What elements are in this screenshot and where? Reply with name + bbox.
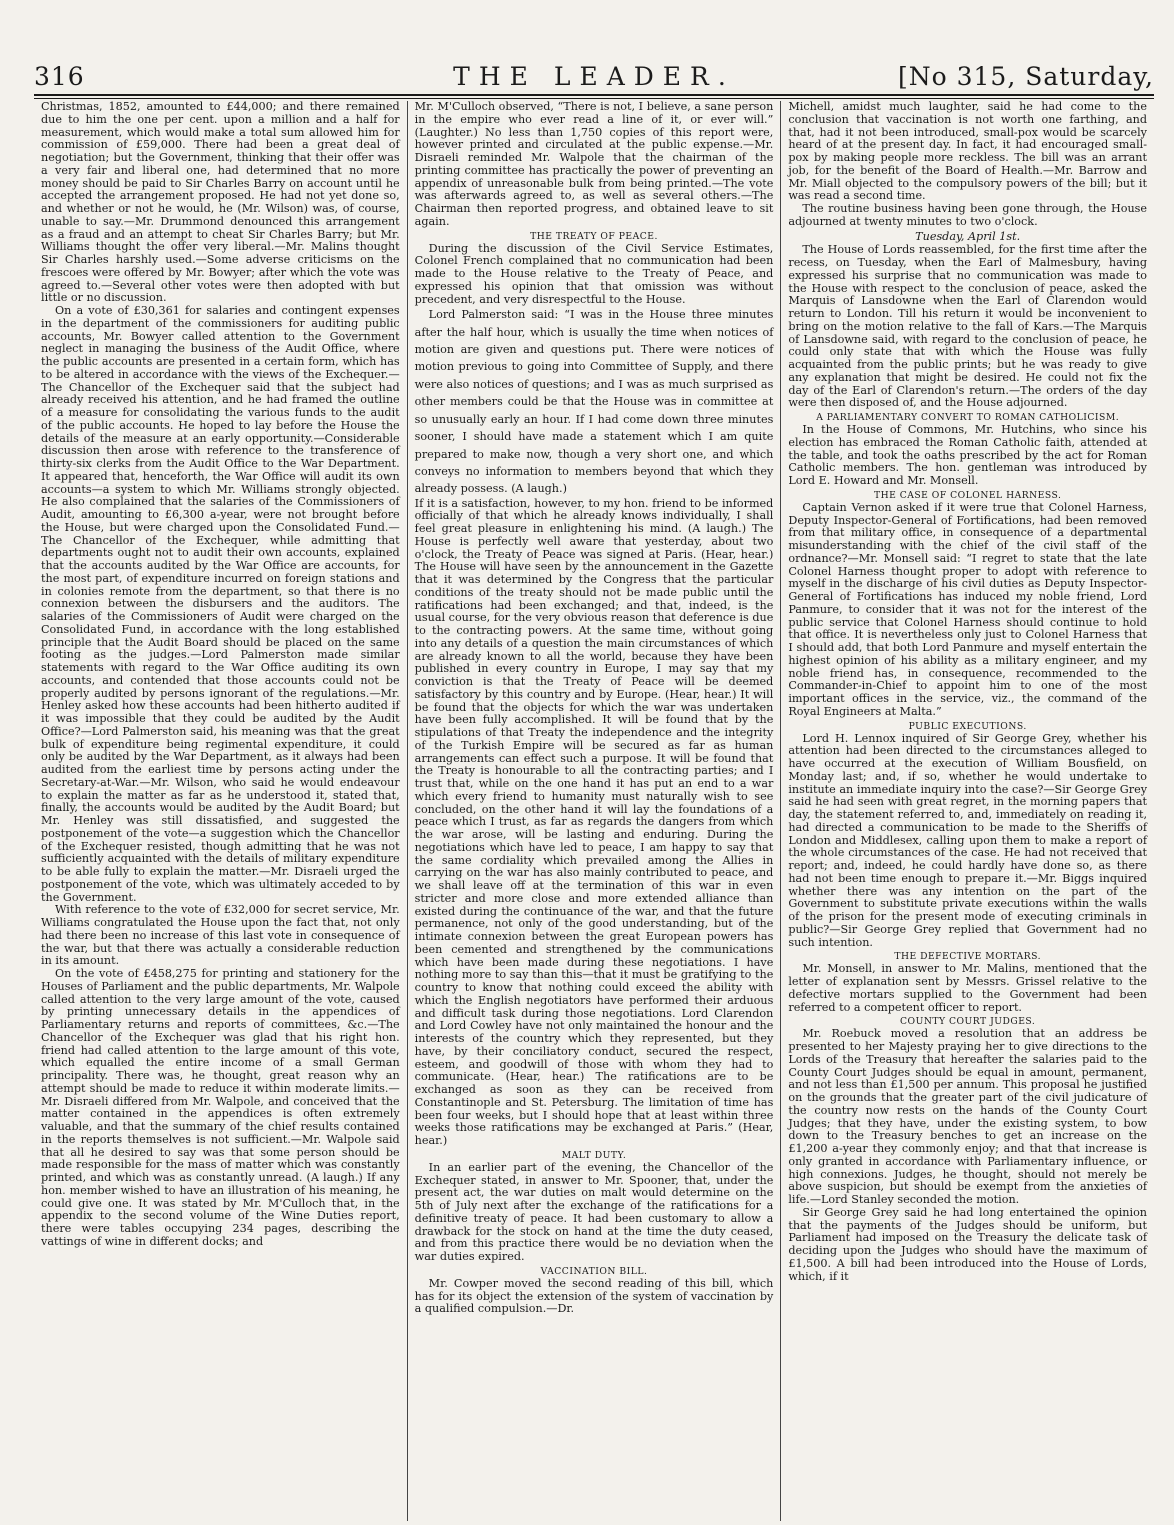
- header-rule-thin: [34, 98, 1154, 99]
- paragraph: The routine business having been gone through, the House adjourned at twenty minutes to two o'clock.: [788, 202, 1148, 228]
- article-columns: [34, 101, 1154, 1521]
- section-heading: THE DEFECTIVE MORTARS.: [894, 951, 1042, 963]
- newspaper-title: THE LEADER.: [453, 62, 735, 91]
- continued-paragraph: Michell, amidst much laughter, said he had come to the conclusion that vaccination is not worth one farthing, and that, had it not been introduced, small-pox would be scarcely heard of at the present day. In fact, it had encouraged small-pox by making people more reckless. The bill was an arrant job, for the benefit of the Board of Health.—Mr. Barrow and Mr. Miall objected to the compulsory powers of the bill; but it was read a second time.: [788, 101, 1148, 203]
- column-3: [780, 101, 1154, 1521]
- paragraph: Lord Palmerston said: “I was in the House three minutes after the half hour, which is usually the time when notices of motion are given and questions put. There were notices of motion previous to going into Committee of Supply, and there were also notices of questions; and I was as much surprised as other members could be that the House was in committee at so unusually early an hour. If I had come down three minutes sooner, I should have made a statement which I am quite prepared to make now, though a very short one, and which conveys no information to members beyond that which they already possess. (A laugh.): [414, 308, 774, 496]
- section-heading: COUNTY COURT JUDGES.: [900, 1016, 1036, 1028]
- section-heading: A PARLIAMENTARY CONVERT TO ROMAN CATHOLICISM.: [816, 412, 1120, 423]
- section-heading: THE TREATY OF PEACE.: [530, 230, 658, 242]
- continued-paragraph: If it is a satisfaction, however, to my hon. friend to be informed officially of that which he already knows individually, I shall feel great pleasure in enlightening his mind. (A laugh.) The House is perfectly well aware that yesterday, about two o'clock, the Treaty of Peace was signed at Paris. (Hear, hear.) The House will have seen by the announcement in the Gazette that it was determined by the Congress that the particular conditions of the treaty should not be made public until the ratifications had been exchanged; and that, indeed, is the usual course, for the very obvious reason that deference is due to the contracting powers. At the same time, without going into any details of a question the main circumstances of which are already known to all the world, because they have been published in every country in Europe, I may say that my conviction is that the Treaty of Peace will be deemed satisfactory by this country and by Europe. (Hear, hear.) It will be found that the objects for which the war was undertaken have been fully accomplished. It will be found that by the stipulations of that Treaty the independence and the integrity of the Turkish Empire will be secured as far as human arrangements can effect such a purpose. It will be found that the Treaty is honourable to all the contracting parties; and I trust that, while on the one hand it has put an end to a war which every friend to humanity must naturally wish to see concluded, on the other hand it will lay the foundations of a peace which I trust, as far as regards the dangers from which the war arose, will be lasting and enduring. During the negotiations which have led to peace, I am happy to say that the same cordiality which prevailed among the Allies in carrying on the war has also mainly contributed to peace, and we shall leave off at the termination of this war in even stricter and more close and more extended alliance than existed during the continuance of the war, and that the future permanence, not only of the good understanding, but of the intimate connexion between the great European powers has been cemented and strengthened by the communications which have been made during these negotiations. I have nothing more to say than this—that it must be gratifying to the country to know that nothing could exceed the ability with which the English negotiators have performed their arduous and difficult task during those negotiations. Lord Clarendon and Lord Cowley have not only maintained the honour and the interests of the country which they represented, but they have, by their conciliatory conduct, secured the respect, esteem, and goodwill of those with whom they had to communicate. (Hear, hear.) The ratifications are to be exchanged as soon as they can be received from Constantinople and St. Petersburg. The limitation of time has been four weeks, but I should hope that at least within three weeks those ratifications may be exchanged at Paris.” (Hear, hear.): [414, 496, 774, 1148]
- paragraph: Mr. Cowper moved the second reading of this bill, which has for its object the extension of the system of vaccination by a qualified compulsion.—Dr.: [414, 1276, 774, 1316]
- session-date: Tuesday, April 1st.: [915, 229, 1021, 243]
- page-number: 316: [34, 62, 85, 91]
- masthead: [34, 62, 1154, 92]
- column-2: [407, 101, 781, 1521]
- paragraph: Mr. Roebuck moved a resolution that an address be presented to her Majesty praying her to give directions to the Lords of the Treasury that hereafter the salaries paid to the County Court Judges should be equal in amount, permanent, and not less than £1,500 per annum. This proposal he justified on the grounds that the greater part of the civil judicature of the country now rests on the hands of the County Court Judges; that they have, under the existing system, to bow down to the Treasury benches to get an increase on the £1,200 a-year they commonly enjoy; and that that increase is only granted in accordance with Parliamentary influence, or high connexions. Judges, he thought, should not merely be above suspicion, but should be exempt from the anxieties of life.—Lord Stanley seconded the motion.: [788, 1027, 1148, 1206]
- column-1: [34, 101, 407, 1521]
- paragraph: Lord H. Lennox inquired of Sir George Grey, whether his attention had been directed to the circumstances alleged to have occurred at the execution of William Bousfield, on Monday last; and, if so, whether he would undertake to institute an immediate inquiry into the case?—Sir George Grey said he had seen with great regret, in the morning papers that day, the statement referred to, and, immediately on reading it, had directed a communication to be made to the Sheriffs of London and Middlesex, calling upon them to make a report of the whole circumstances of the case. He had not received that report; and, indeed, he could hardly have done so, as there had not been time enough to prepare it.—Mr. Biggs inquired whether there was any intention on the part of the Government to substitute private executions within the walls of the prison for the present mode of executing criminals in public?—Sir George Grey replied that Government had no such intention.: [788, 731, 1148, 949]
- paragraph: With reference to the vote of £32,000 for secret service, Mr. Williams congratulated the House upon the fact that, not only had there been no increase of this last vote in consequence of the war, but that there was actually a considerable reduction in its amount.: [41, 903, 400, 968]
- section-heading: VACCINATION BILL.: [540, 1265, 648, 1277]
- paragraph: On the vote of £458,275 for printing and stationery for the Houses of Parliament and the public departments, Mr. Walpole called attention to the very large amount of the vote, caused by printing unnecessary details in the appendices of Parliamentary returns and reports of committees, &c.—The Chancellor of the Exchequer was glad that his right hon. friend had called attention to the large amount of this vote, which equalled the entire income of a small German principality. There was, he thought, great reason why an attempt should be made to reduce it within moderate limits.—Mr. Disraeli differed from Mr. Walpole, and conceived that the matter contained in the appendices is often extremely valuable, and that the summary of the chief results contained in the reports themselves is not sufficient.—Mr. Walpole said that all he desired to say was that some person should be made responsible for the mass of matter which was constantly printed, and which was as constantly unread. (A laugh.) If any hon. member wished to have an illustration of his meaning, he could give one. It was stated by Mr. M'Culloch that, in the appendix to the second volume of the Wine Duties report, there were tables occupying 234 pages, describing the vattings of wine in different docks; and: [41, 967, 400, 1248]
- header-rule: [34, 94, 1154, 96]
- continued-paragraph: Mr. M'Culloch observed, “There is not, I believe, a sane person in the empire who ever read a line of it, or ever will.” (Laughter.) No less than 1,750 copies of this report were, however printed and circulated at the public expense.—Mr. Disraeli reminded Mr. Walpole that the chairman of the printing committee has practically the power of preventing an appendix of unreasonable bulk from being printed.—The vote was afterwards agreed to, as well as several others.—The Chairman then reported progress, and obtained leave to sit again.: [414, 101, 774, 228]
- paragraph: On a vote of £30,361 for salaries and contingent expenses in the department of the commissioners for auditing public accounts, Mr. Bowyer called attention to the Government neglect in managing the business of the Audit Office, where the public accounts are presented in a certain form, which has to be altered in accordance with the views of the Exchequer.—The Chancellor of the Exchequer said that the subject had already received his attention, and he had framed the outline of a measure for consolidating the various funds to the audit of the public accounts. He hoped to lay before the House the details of the measure at an early opportunity.—Considerable discussion then arose with reference to the transference of thirty-six clerks from the Audit Office to the War Department. It appeared that, henceforth, the War Office will audit its own accounts—a system to which Mr. Williams strongly objected. He also complained that the salaries of the Commissioners of Audit, amounting to £6,300 a-year, were not brought before the House, but were charged upon the Consolidated Fund.—The Chancellor of the Exchequer, while admitting that departments ought not to audit their own accounts, explained that the accounts audited by the War Office are accounts, for the most part, of expenditure incurred on foreign stations and in colonies remote from the department, so that there is no connexion between the disbursers and the auditors. The salaries of the Commissioners of Audit were charged on the Consolidated Fund, in accordance with the long established principle that the Audit Board should be placed on the same footing as the judges.—Lord Palmerston made similar statements with regard to the War Office auditing its own accounts, and contended that those accounts could not be properly audited by persons ignorant of the regulations.—Mr. Henley asked how these accounts had been hitherto audited if it was impossible that they could be audited by the Audit Office?—Lord Palmerston said, his meaning was that the great bulk of expenditure being regimental expenditure, it could only be audited by the War Department, as it always had been audited from the earliest time by persons acting under the Secretary-at-War.—Mr. Wilson, who said he would endeavour to explain the matter as far as he understood it, stated that, finally, the accounts would be audited by the Audit Board; but Mr. Henley was still dissatisfied, and suggested the postponement of the vote—a suggestion which the Chancellor of the Exchequer resisted, though admitting that he was not sufficiently acquainted with the details of military expenditure to be able fully to explain the matter.—Mr. Disraeli urged the postponement of the vote, which was ultimately acceded to by the Government.: [41, 304, 400, 904]
- section-heading: THE CASE OF COLONEL HARNESS.: [873, 489, 1062, 501]
- paragraph: Mr. Monsell, in answer to Mr. Malins, mentioned that the letter of explanation sent by Messrs. Grissel relative to the defective mortars supplied to the Government had been referred to a competent officer to report.: [788, 962, 1148, 1014]
- continued-paragraph: Christmas, 1852, amounted to £44,000; and there remained due to him the one per cent. upon a million and a half for measurement, which would make a total sum allowed him for commission of £59,000. There had been a great deal of negotiation; but the Government, thinking that their offer was a very fair and liberal one, had determined that no more money should be paid to Sir Charles Barry on account until he accepted the arrangement proposed. He had not yet done so, and whether or not he would, he (Mr. Wilson) was, of course, unable to say.—Mr. Drummond denounced this arrangement as a fraud and an attempt to cheat Sir Charles Barry; but Mr. Williams thought the offer very liberal.—Mr. Malins thought Sir Charles harshly used.—Some adverse criticisms on the frescoes were offered by Mr. Bowyer; after which the vote was agreed to.—Several other votes were then adopted with but little or no discussion.: [41, 101, 400, 305]
- paragraph: The House of Lords reassembled, for the first time after the recess, on Tuesday, when the Earl of Malmesbury, having expressed his surprise that no communication was made to the House with respect to the conclusion of peace, asked the Marquis of Lansdowne when the Earl of Clarendon would return to London. Till his return it would be inconvenient to bring on the motion relative to the fall of Kars.—The Marquis of Lansdowne said, with regard to the conclusion of peace, he could only state that with which the House was fully acquainted from the public prints; but he was ready to give any explanation that might be desired. He could not fix the day of the Earl of Clarendon's return.—The orders of the day were then disposed of, and the House adjourned.: [788, 243, 1148, 410]
- section-heading: PUBLIC EXECUTIONS.: [908, 720, 1027, 732]
- paragraph: Sir George Grey said he had long entertained the opinion that the payments of the Judges should be uniform, but Parliament had imposed on the Treasury the delicate task of deciding upon the Judges who should have the maximum of £1,500. A bill had been introduced into the House of Lords, which, if it: [788, 1205, 1148, 1283]
- section-heading: MALT DUTY.: [561, 1149, 627, 1161]
- paragraph: In the House of Commons, Mr. Hutchins, who since his election has embraced the Roman Catholic faith, attended at the table, and took the oaths prescribed by the act for Roman Catholic members. The hon. gentleman was introduced by Lord E. Howard and Mr. Monsell.: [788, 423, 1148, 487]
- paragraph: Captain Vernon asked if it were true that Colonel Harness, Deputy Inspector-General of Fortifications, had been removed from that military office, in consequence of a departmental misunderstanding with the chief of the civil staff of the ordnance?—Mr. Monsell said: “I regret to state that the late Colonel Harness thought proper to adopt with reference to myself in the discharge of his civil duties as Deputy Inspector-General of Fortifications has induced my noble friend, Lord Panmure, to consider that it was not for the interest of the public service that Colonel Harness should continue to hold that office. It is nevertheless only just to Colonel Harness that I should add, that both Lord Panmure and myself entertain the highest opinion of his ability as a military engineer, and my noble friend has, in consequence, recommended to the Commander-in-Chief to appoint him to one of the most important offices in the service, viz., the command of the Royal Engineers at Malta.”: [788, 500, 1148, 718]
- paragraph: During the discussion of the Civil Service Estimates, Colonel French complained that no communication had been made to the House relative to the Treaty of Peace, and expressed his opinion that that omission was without precedent, and very disrespectful to the House.: [414, 241, 774, 306]
- issue-info: [No 315, Saturday,: [897, 62, 1154, 91]
- paragraph: In an earlier part of the evening, the Chancellor of the Exchequer stated, in answer to Mr. Spooner, that, under the present act, the war duties on malt would determine on the 5th of July next after the exchange of the ratifications for a definitive treaty of peace. It had been customary to allow a drawback for the stock on hand at the time the duty ceased, and from this practice there would be no deviation when the war duties expired.: [414, 1160, 774, 1264]
